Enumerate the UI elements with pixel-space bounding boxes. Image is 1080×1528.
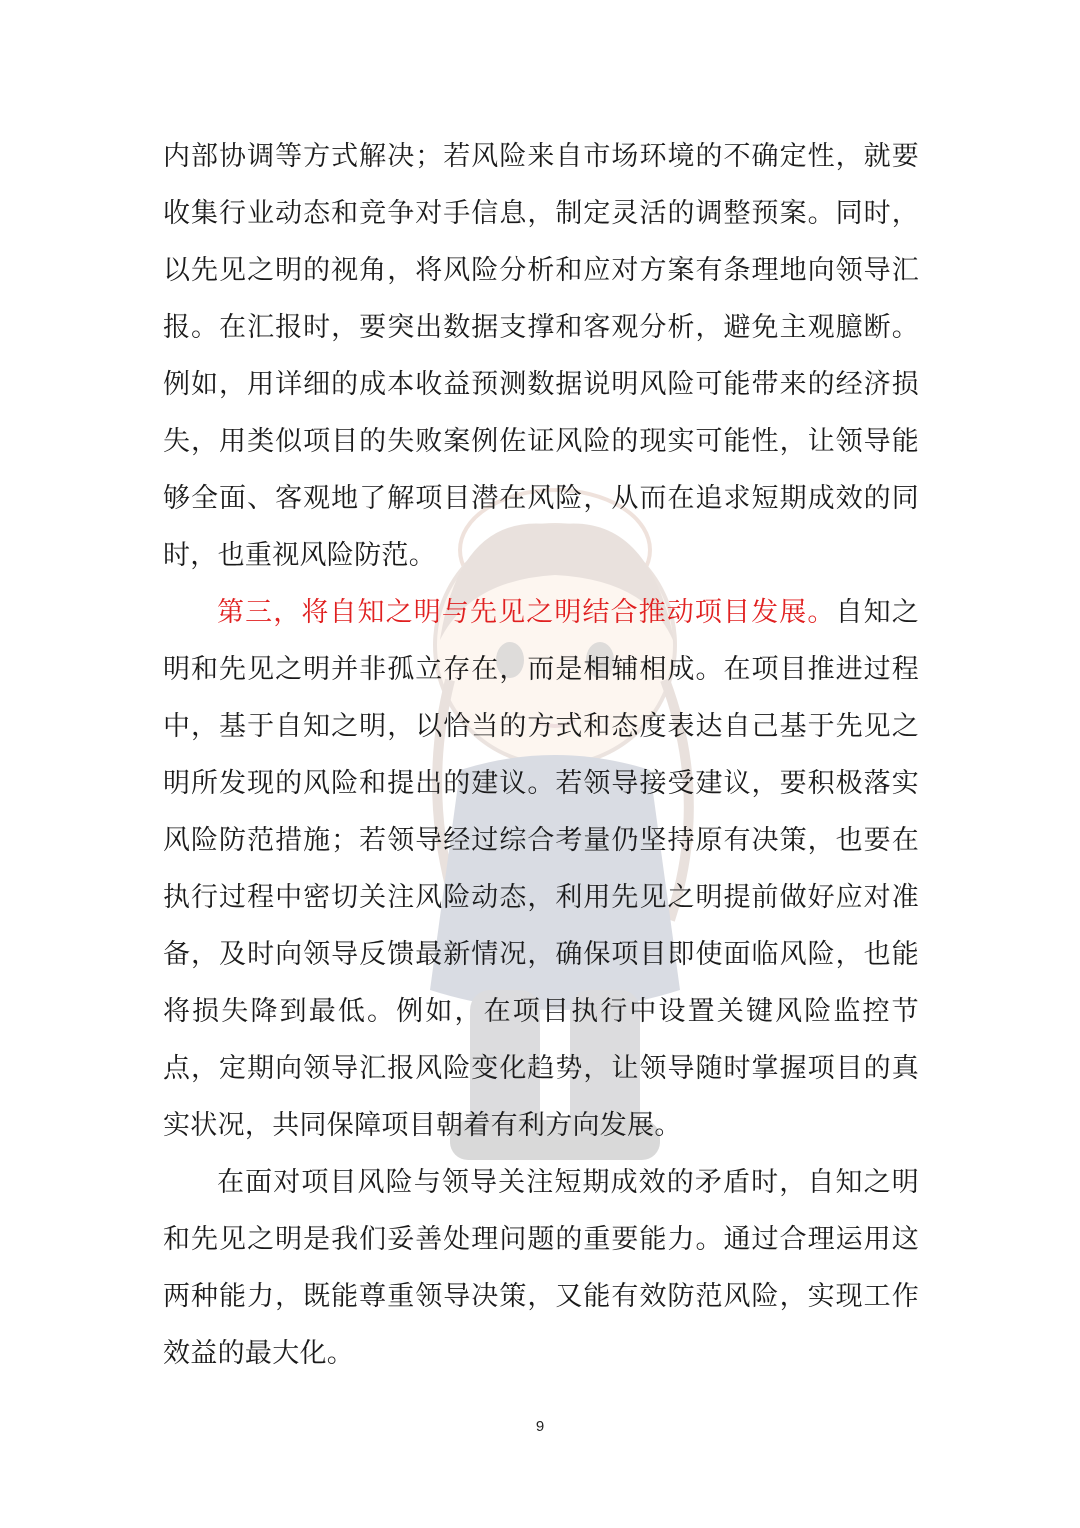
paragraph-combine-insight	[163, 584, 919, 1154]
paragraph-text: 在面对项目风险与领导关注短期成效的矛盾时，自知之明和先见之明是我们妥善处理问题的重要能力。通过合理运用这两种能力，既能尊重领导决策，又能有效防范风险，实现工作效益的最大化。	[163, 1167, 919, 1369]
section-heading-third: 第三，将自知之明与先见之明结合推动项目发展。	[217, 597, 836, 628]
paragraph-risk-reporting	[163, 128, 919, 584]
page-number: 9	[535, 1418, 545, 1435]
paragraph-text: 自知之明和先见之明并非孤立存在，而是相辅相成。在项目推进过程中，基于自知之明，以恰当的方式和态度表达自己基于先见之明所发现的风险和提出的建议。若领导接受建议，要积极落实风险防范措施；若领导经过综合考量仍坚持原有决策，也要在执行过程中密切关注风险动态，利用先见之明提前做好应对准备，及时向领导反馈最新情况，确保项目即使面临风险，也能将损失降到最低。例如，在项目执行中设置关键风险监控节点，定期向领导汇报风险变化趋势，让领导随时掌握项目的真实状况，共同保障项目朝着有利方向发展。	[163, 597, 919, 1141]
document-body	[163, 128, 919, 1382]
paragraph-conclusion	[163, 1154, 919, 1382]
paragraph-text: 内部协调等方式解决；若风险来自市场环境的不确定性，就要收集行业动态和竞争对手信息，制定灵活的调整预案。同时，以先见之明的视角，将风险分析和应对方案有条理地向领导汇报。在汇报时，要突出数据支撑和客观分析，避免主观臆断。例如，用详细的成本收益预测数据说明风险可能带来的经济损失，用类似项目的失败案例佐证风险的现实可能性，让领导能够全面、客观地了解项目潜在风险，从而在追求短期成效的同时，也重视风险防范。	[163, 141, 919, 571]
